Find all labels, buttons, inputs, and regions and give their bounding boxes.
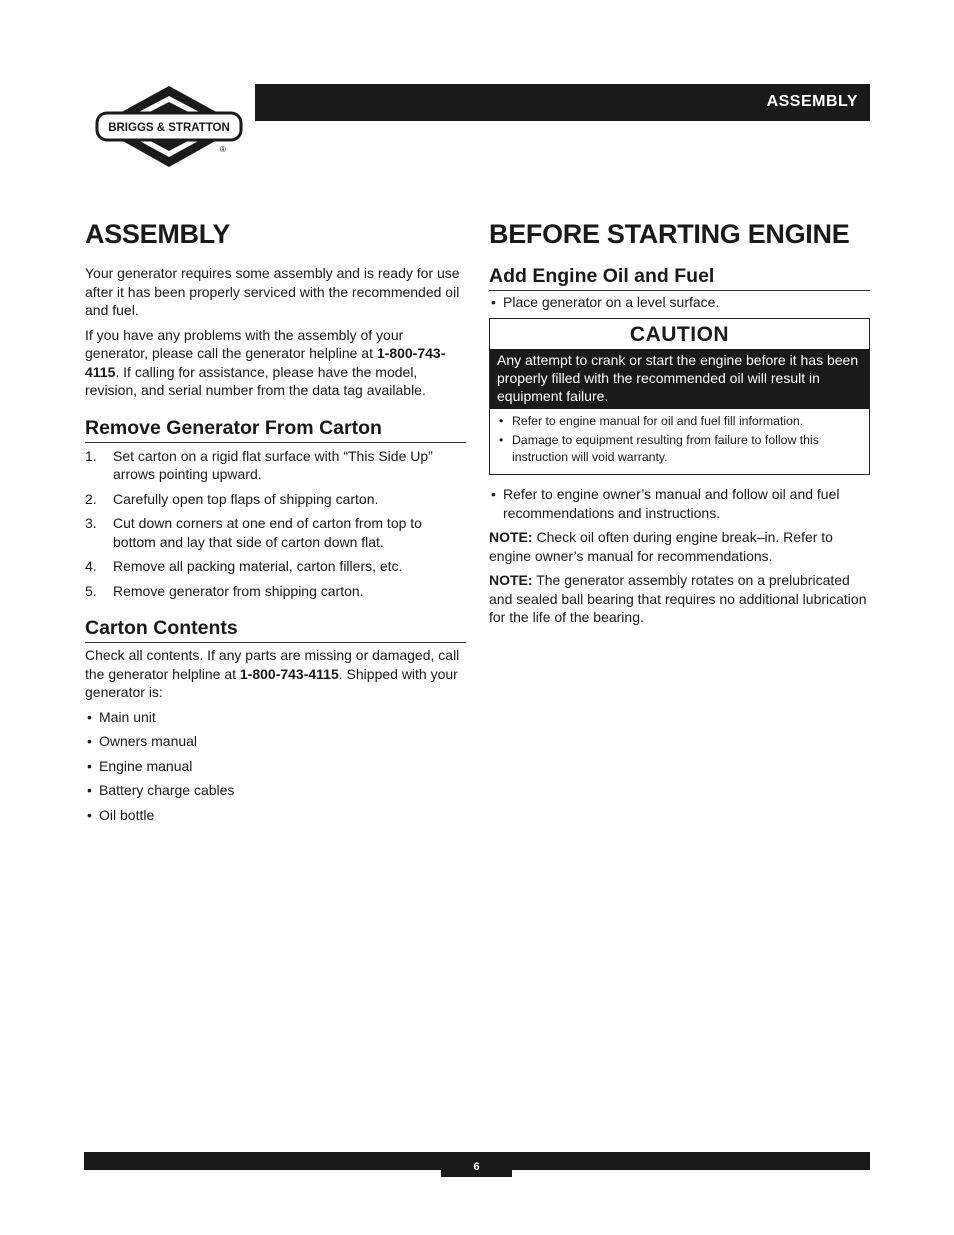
step-item xyxy=(85,582,466,601)
list-item: • Engine manual xyxy=(85,757,466,776)
header-bar xyxy=(255,84,870,121)
logo-wordmark: BRIGGS & STRATTON xyxy=(108,122,230,134)
assembly-column xyxy=(85,212,466,830)
list-item: • Owners manual xyxy=(85,732,466,751)
note-label: NOTE: xyxy=(489,572,533,588)
caution-list xyxy=(490,409,869,475)
step-number: 3. xyxy=(85,515,97,531)
add-oil-fuel-heading: Add Engine Oil and Fuel xyxy=(489,264,870,291)
step-text: Carefully open top flaps of shipping carton. xyxy=(113,490,379,507)
list-item: • Main unit xyxy=(85,708,466,727)
caution-title: CAUTION xyxy=(629,322,730,346)
contents-text-pre: Check all contents. If any parts are missing or damaged, call the generator helpline at xyxy=(85,647,460,682)
step-item xyxy=(85,447,466,484)
step-number: 5. xyxy=(85,582,97,599)
assembly-title: ASSEMBLY xyxy=(85,219,231,249)
carton-contents-section xyxy=(85,616,466,824)
remove-carton-heading: Remove Generator From Carton xyxy=(85,416,466,443)
contents-text-post: . Shipped with your generator is: xyxy=(85,665,458,700)
step-text: Cut down corners at one end of carton from top to bottom and lay that side of carton down flat. xyxy=(113,515,422,550)
step-number: 4. xyxy=(85,558,97,574)
remove-carton-steps xyxy=(85,447,466,601)
step-item xyxy=(85,490,466,509)
list-item: • Refer to engine manual for oil and fuel fill information. xyxy=(498,413,861,430)
step-number: 1. xyxy=(85,447,97,464)
assembly-problems-paragraph xyxy=(85,326,466,400)
note-text: Check oil often during engine break–in. Refer to engine owner’s manual for recommendations. xyxy=(489,529,833,564)
note-oil-check xyxy=(489,528,870,565)
list-item: • Battery charge cables xyxy=(85,781,466,800)
list-item: • Damage to equipment resulting from failure to follow this instruction will void warranty. xyxy=(498,432,861,465)
step-text: Remove generator from shipping carton. xyxy=(113,582,364,599)
briggs-stratton-logo xyxy=(94,84,244,170)
helpline-number: 1-800-743-4115 xyxy=(239,665,339,682)
before-starting-column xyxy=(489,212,870,633)
carton-contents-list xyxy=(85,708,466,825)
step-item xyxy=(85,514,466,551)
carton-contents-paragraph xyxy=(85,646,466,702)
step-number: 2. xyxy=(85,490,97,507)
step-text: Remove all packing material, carton fillers, etc. xyxy=(113,558,403,574)
step-item xyxy=(85,557,466,576)
header-section-title: ASSEMBLY xyxy=(766,93,858,110)
oil-fuel-recommendation-list xyxy=(489,485,870,522)
note-label: NOTE: xyxy=(489,529,533,545)
assembly-intro: Your generator requires some assembly and is ready for use after it has been properly serviced with the recommended oil and fuel. xyxy=(85,265,460,318)
level-surface-list xyxy=(489,293,870,312)
caution-warning-text: Any attempt to crank or start the engine before it has been properly filled with the recommended oil will result in equipment failure. xyxy=(490,349,869,409)
page-number: 6 xyxy=(441,1152,512,1177)
step-text: Set carton on a rigid flat surface with “This Side Up” arrows pointing upward. xyxy=(113,447,433,482)
carton-contents-heading: Carton Contents xyxy=(85,616,466,643)
list-item: • Refer to engine owner’s manual and follow oil and fuel recommendations and instructions. xyxy=(489,485,870,522)
helpline-number: 1-800-743-4115 xyxy=(85,345,446,380)
list-item: • Place generator on a level surface. xyxy=(489,293,870,312)
problems-text-post: . If calling for assistance, please have the model, revision, and serial number from the data tag available. xyxy=(85,363,426,398)
remove-carton-section xyxy=(85,416,466,601)
list-item: • Oil bottle xyxy=(85,806,466,825)
caution-box xyxy=(489,318,870,476)
note-text: The generator assembly rotates on a prelubricated and sealed ball bearing that requires no additional lubrication for the life of the bearing. xyxy=(489,572,867,625)
registered-mark: ® xyxy=(220,145,226,154)
note-bearing xyxy=(489,571,870,627)
before-starting-title: BEFORE STARTING ENGINE xyxy=(489,219,850,249)
problems-text-pre: If you have any problems with the assembly of your generator, please call the generator helpline at xyxy=(85,326,404,361)
